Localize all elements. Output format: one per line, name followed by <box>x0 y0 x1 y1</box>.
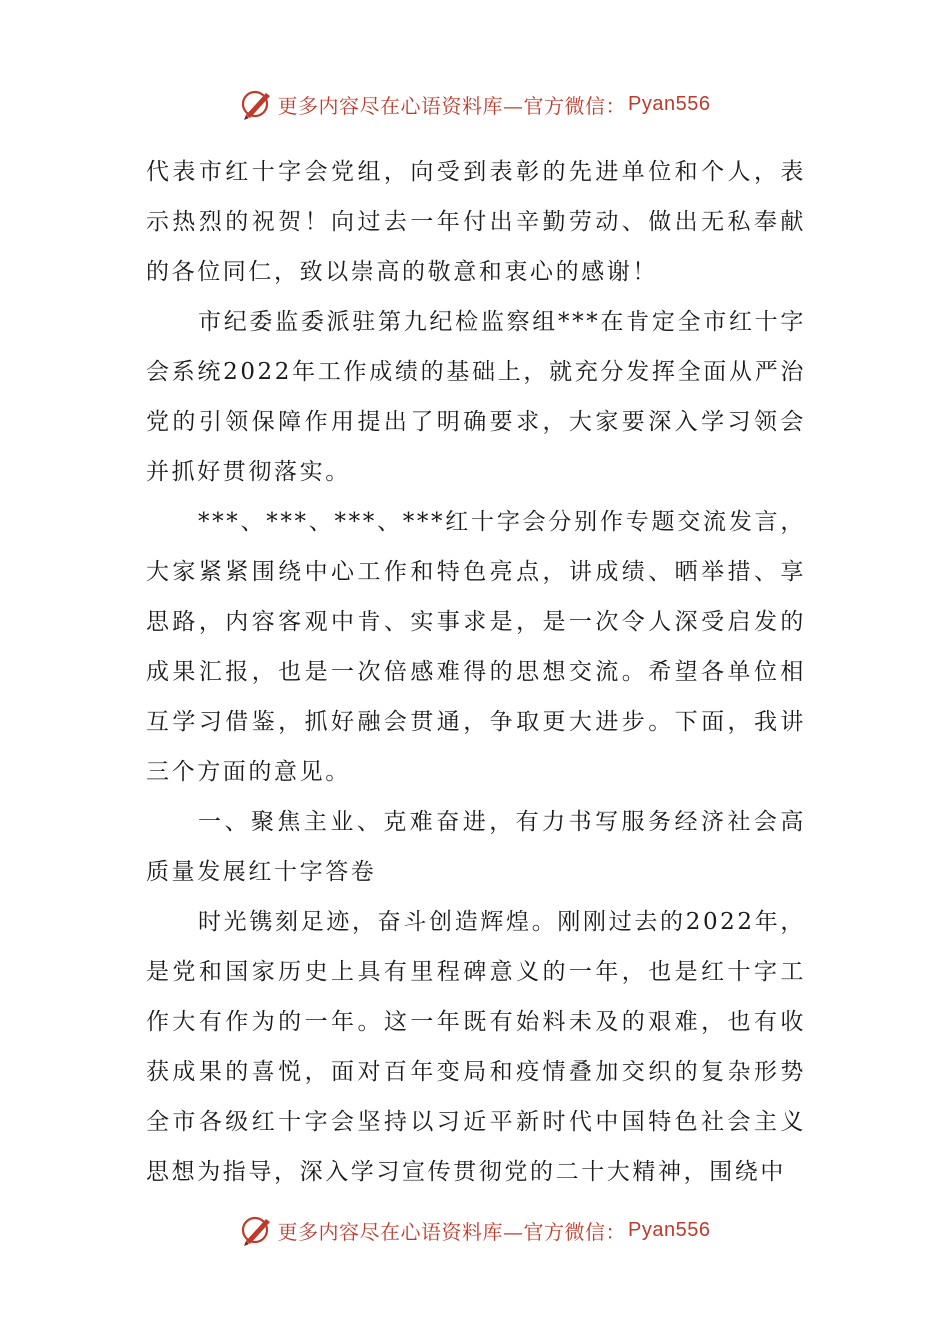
header-banner <box>0 82 950 126</box>
document-body <box>146 147 806 1197</box>
footer-banner <box>0 1208 950 1252</box>
banner-text: 更多内容尽在心语资料库—官方微信： <box>277 1219 627 1244</box>
paragraph: 代表市红十字会党组，向受到表彰的先进单位和个人，表示热烈的祝贺！向过去一年付出辛勤劳动、做出无私奉献的各位同仁，致以崇高的敬意和衷心的感谢！ <box>146 159 806 285</box>
wechat-id: Pyan556 <box>628 1218 711 1241</box>
paragraph: 市纪委监委派驻第九纪检监察组***在肯定全市红十字会系统2022年工作成绩的基础上，就充分发挥全面从严治党的引领保障作用提出了明确要求，大家要深入学习领会并抓好贯彻落实。 <box>146 309 806 485</box>
paragraph: 时光镌刻足迹，奋斗创造辉煌。刚刚过去的2022年，是党和国家历史上具有里程碑意义的一年，也是红十字工作大有作为的一年。这一年既有始料未及的艰难，也有收获成果的喜悦，面对百年变局和疫情叠加交织的复杂形势全市各级红十字会坚持以习近平新时代中国特色社会主义思想为指导，深入学习宣传贯彻党的二十大精神，围绕中 <box>146 909 806 1185</box>
paragraph: ***、***、***、***红十字会分别作专题交流发言，大家紧紧围绕中心工作和特色亮点，讲成绩、晒举措、享思路，内容客观中肯、实事求是，是一次令人深受启发的成果汇报，也是一次倍感难得的思想交流。希望各单位相互学习借鉴，抓好融会贯通，争取更大进步。下面，我讲三个方面的意见。 <box>146 509 806 785</box>
banner-text: 更多内容尽在心语资料库—官方微信： <box>277 93 627 118</box>
pen-logo-icon <box>240 87 274 121</box>
pen-logo-icon <box>240 1213 274 1247</box>
wechat-id: Pyan556 <box>628 92 711 115</box>
section-heading: 一、聚焦主业、克难奋进，有力书写服务经济社会高质量发展红十字答卷 <box>146 809 806 885</box>
